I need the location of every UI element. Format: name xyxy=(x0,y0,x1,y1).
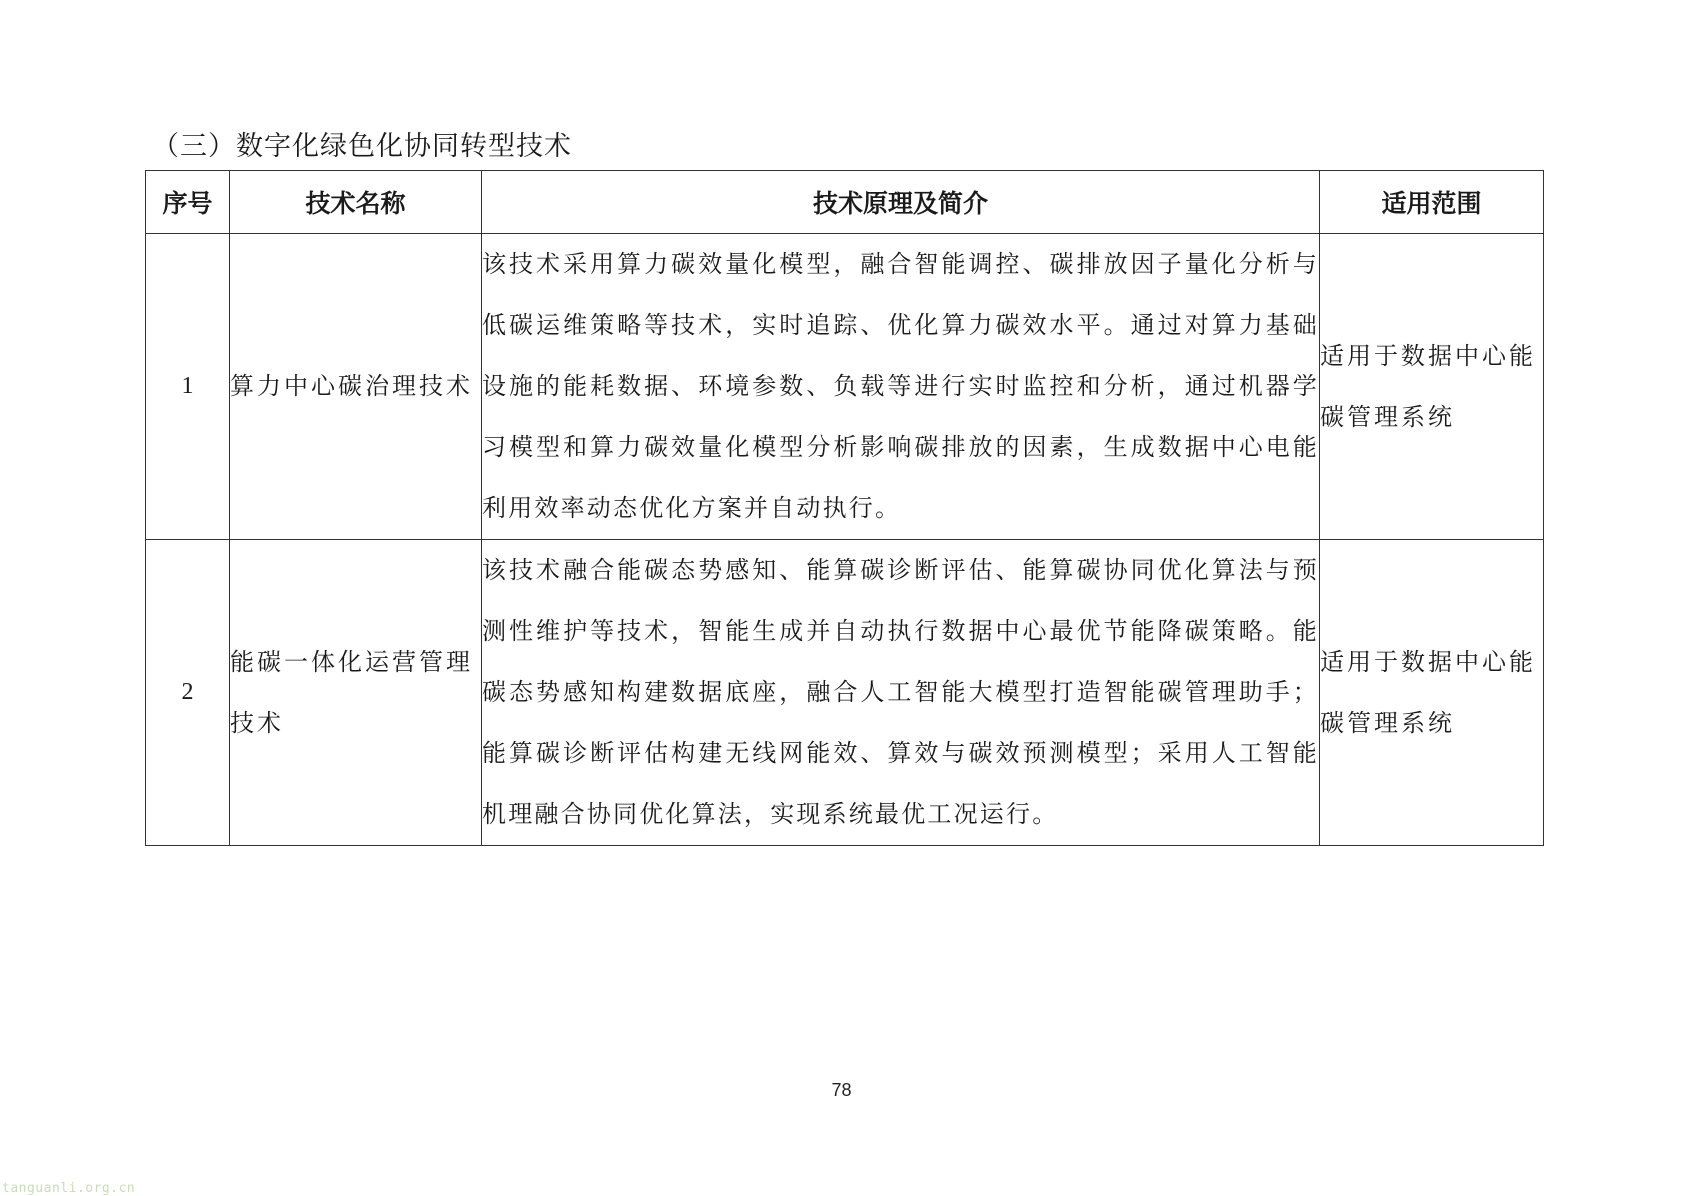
header-scope: 适用范围 xyxy=(1320,171,1544,234)
header-name: 技术名称 xyxy=(230,171,482,234)
header-no: 序号 xyxy=(146,171,230,234)
section-heading: （三）数字化绿色化协同转型技术 xyxy=(152,131,572,162)
technology-principle: 该技术采用算力碳效量化模型，融合智能调控、碳排放因子量化分析与低碳运维策略等技术，实时追踪、优化算力碳效水平。通过对算力基础设施的能耗数据、环境参数、负载等进行实时监控和分析，通过机器学习模型和算力碳效量化模型分析影响碳排放的因素，生成数据中心电能利用效率动态优化方案并自动执行。 xyxy=(482,234,1320,540)
application-scope: 适用于数据中心能碳管理系统 xyxy=(1320,234,1544,540)
technology-principle: 该技术融合能碳态势感知、能算碳诊断评估、能算碳协同优化算法与预测性维护等技术，智能生成并自动执行数据中心最优节能降碳策略。能碳态势感知构建数据底座，融合人工智能大模型打造智能碳管理助手；能算碳诊断评估构建无线网能效、算效与碳效预测模型；采用人工智能机理融合协同优化算法，实现系统最优工况运行。 xyxy=(482,540,1320,846)
page-number: 78 xyxy=(831,1080,852,1100)
row-number: 1 xyxy=(146,234,230,540)
technology-table xyxy=(145,170,1544,846)
technology-name: 算力中心碳治理技术 xyxy=(230,234,482,540)
header-principle: 技术原理及简介 xyxy=(482,171,1320,234)
table-row xyxy=(146,540,1544,846)
table-header-row xyxy=(146,171,1544,234)
row-number: 2 xyxy=(146,540,230,846)
technology-name: 能碳一体化运营管理技术 xyxy=(230,540,482,846)
table-row xyxy=(146,234,1544,540)
application-scope: 适用于数据中心能碳管理系统 xyxy=(1320,540,1544,846)
site-watermark: tanguanli.org.cn xyxy=(2,1181,136,1196)
